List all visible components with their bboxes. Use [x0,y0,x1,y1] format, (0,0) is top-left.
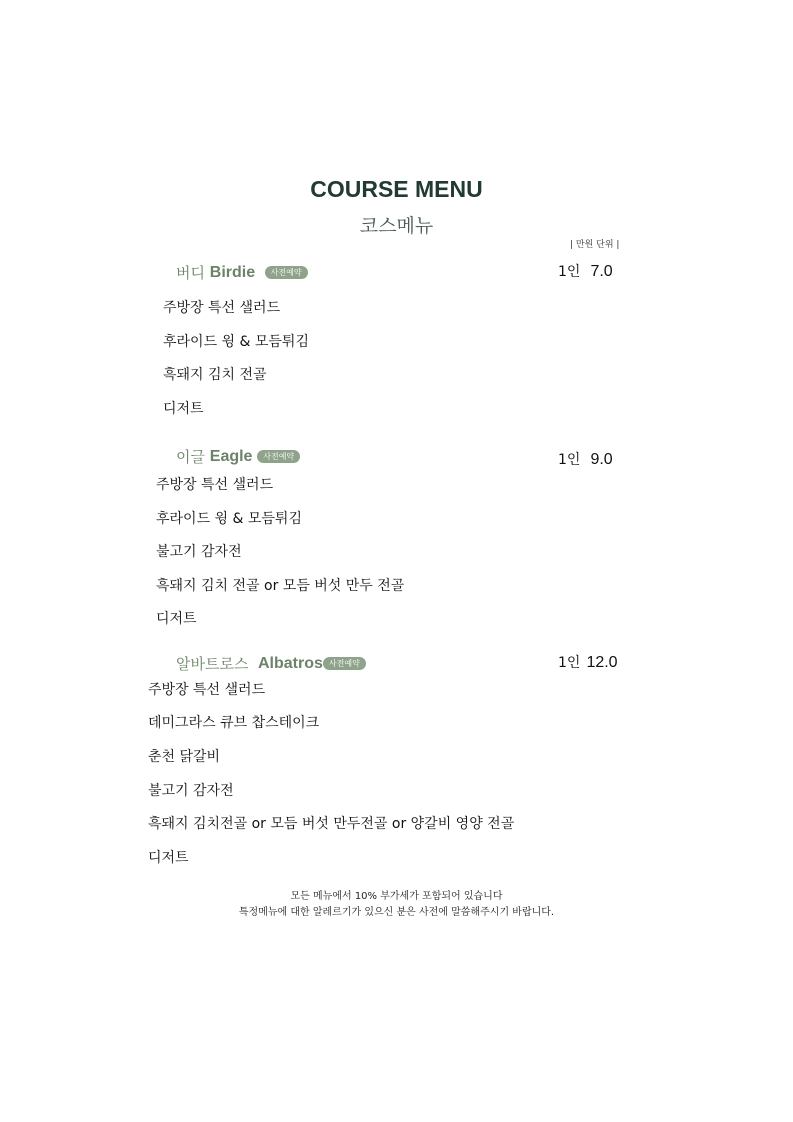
list-item: 흑돼지 김치 전골 or 모듬 버섯 만두 전골 [156,578,405,594]
page-title: COURSE MENU [310,176,483,202]
reservation-badge: 사전예약 [257,450,300,463]
list-item: 데미그라스 큐브 찹스테이크 [148,715,320,731]
price-label: 1인 [558,452,581,468]
course-price-birdie [558,261,613,281]
list-item: 후라이드 윙 & 모듬튀김 [163,334,309,350]
price-value: 12.0 [586,654,618,671]
reservation-badge: 사전예약 [265,266,308,279]
list-item: 춘천 닭갈비 [148,749,221,765]
price-value: 9.0 [590,451,613,468]
list-item: 불고기 감자전 [148,783,234,799]
course-name-ko: 알바트로스 [176,655,249,673]
course-name-en: Albatros [258,654,323,672]
list-item: 후라이드 윙 & 모듬튀김 [156,511,302,527]
list-item: 주방장 특선 샐러드 [148,682,266,698]
price-label: 1인 [558,264,581,280]
course-price-albatros [558,652,618,672]
reservation-badge: 사전예약 [323,657,366,670]
list-item: 주방장 특선 샐러드 [163,300,281,316]
vat-notice: 모든 메뉴에서 10% 부가세가 포함되어 있습니다 [290,891,503,902]
course-name-albatros [176,653,366,674]
list-item: 흑돼지 김치전골 or 모듬 버섯 만두전골 or 양갈비 영양 전골 [148,816,515,832]
list-item: 디저트 [163,401,204,417]
course-price-eagle [558,449,613,469]
price-label: 1인 [558,655,581,671]
course-name-en: Eagle [209,447,253,465]
list-item: 디저트 [156,611,197,627]
list-item: 디저트 [148,850,189,866]
list-item: 불고기 감자전 [156,544,242,560]
allergy-notice: 특정메뉴에 대한 알레르기가 있으신 분은 사전에 말씀해주시기 바랍니다. [238,907,555,918]
page-subtitle: 코스메뉴 [359,215,434,237]
price-value: 7.0 [590,263,613,280]
list-item: 흑돼지 김치 전골 [163,367,267,383]
course-name-ko: 이글 [176,448,205,466]
price-unit-note: | 만원 단위 | [570,240,620,250]
list-item: 주방장 특선 샐러드 [156,477,274,493]
course-name-en: Birdie [209,263,256,281]
course-name-ko: 버디 [176,264,205,282]
course-name-birdie [176,262,308,283]
course-name-eagle [176,446,300,467]
